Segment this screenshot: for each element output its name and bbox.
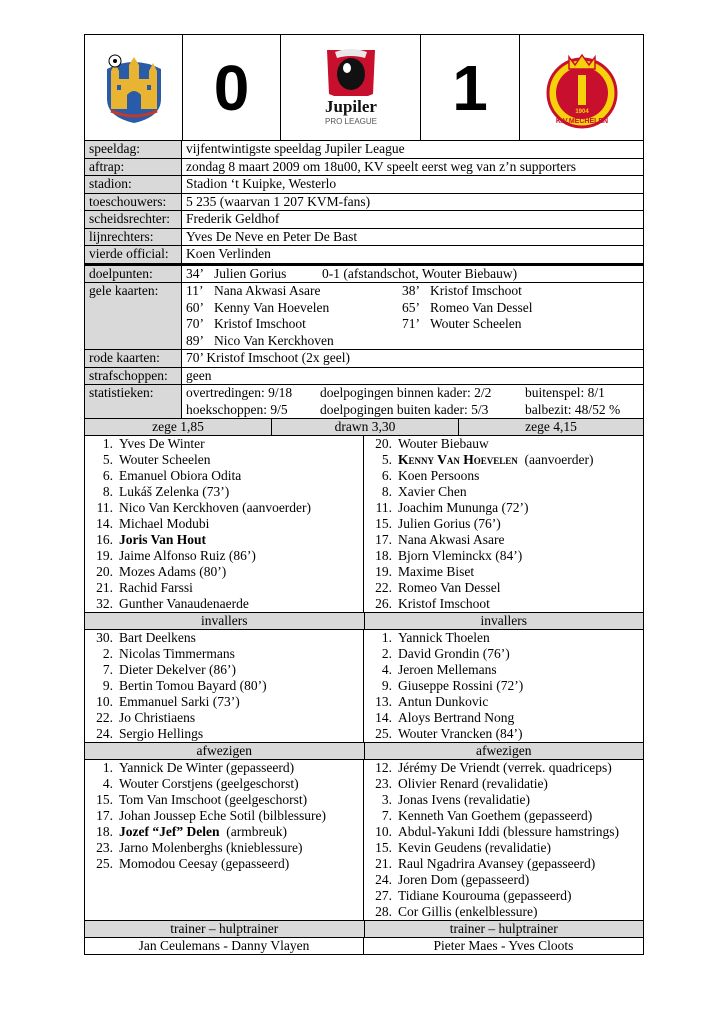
player-row [364, 678, 643, 694]
player-row [85, 646, 363, 662]
yellow-card-entry [402, 300, 643, 317]
yellow-card-player: Kristof Imschoot [430, 283, 522, 298]
player-row [85, 840, 363, 856]
player-name: Rachid Farssi [119, 580, 193, 595]
info-row [84, 176, 644, 194]
yellow-card-minute: 71’ [402, 316, 420, 331]
player-name: Maxime Biset [398, 564, 475, 579]
info-row [84, 246, 644, 264]
shirt-number: 4. [102, 776, 113, 791]
player-name: Sergio Hellings [119, 726, 204, 741]
shirt-number: 1. [102, 436, 113, 451]
info-value: vijfentwintigste speeldag Jupiler League [186, 141, 405, 156]
player-name: Koen Persoons [398, 468, 480, 483]
shirt-number: 12. [375, 760, 392, 775]
player-name: Dieter Dekelver (86’) [119, 662, 236, 677]
info-label: vierde official: [85, 246, 182, 263]
penalties-row [84, 368, 644, 386]
home-substitutes [85, 630, 364, 742]
shirt-number: 30. [96, 630, 113, 645]
yellow-card-minute: 65’ [402, 299, 420, 315]
player-row [85, 516, 363, 532]
westerlo-crest-icon [103, 51, 165, 125]
home-trainer-title: trainer – hulptrainer [85, 921, 365, 937]
shirt-number: 21. [96, 580, 113, 595]
info-label: stadion: [85, 176, 182, 193]
info-row [84, 141, 644, 159]
shirt-number: 9. [381, 678, 392, 693]
player-name: Giuseppe Rossini (72’) [398, 678, 524, 693]
yellow-card-player: Kenny Van Hoevelen [214, 299, 330, 315]
info-value: Koen Verlinden [186, 246, 271, 261]
player-row [85, 452, 363, 468]
player-name: Joris Van Hout [119, 532, 207, 547]
player-name: Emmanuel Sarki (73’) [119, 694, 240, 709]
info-value: zondag 8 maart 2009 om 18u00, KV speelt eerst weg van z’n supporters [186, 158, 577, 174]
shirt-number: 15. [375, 840, 392, 855]
shirt-number: 20. [96, 564, 113, 579]
shirt-number: 16. [96, 532, 113, 547]
shirt-number: 7. [381, 808, 392, 823]
red-cards-value: 70’ Kristof Imschoot (2x geel) [186, 350, 350, 365]
player-name: Mozes Adams (80’) [119, 564, 227, 579]
player-row [85, 436, 363, 452]
yellow-cards-row [84, 283, 644, 350]
away-score: 1 [452, 51, 488, 124]
info-label: lijnrechters: [85, 229, 182, 246]
player-name: Gunther Vanaudenaerde [119, 596, 249, 611]
player-row [85, 596, 363, 612]
stat-shots-off: doelpogingen buiten kader: 5/3 [320, 401, 489, 417]
yellow-card-entry [186, 300, 402, 317]
player-name: Bjorn Vleminckx (84’) [398, 548, 523, 563]
player-name: Joren Dom (gepasseerd) [398, 872, 530, 887]
svg-text:Jupiler: Jupiler [324, 96, 377, 116]
shirt-number: 32. [96, 596, 113, 611]
player-name: Kevin Geudens (revalidatie) [398, 840, 551, 855]
player-row [364, 808, 643, 824]
penalties-label: strafschoppen: [85, 368, 182, 385]
player-row [364, 710, 643, 726]
yellow-cards-list [182, 283, 643, 349]
home-subs-title: invallers [85, 613, 365, 629]
yellow-card-minute: 38’ [402, 283, 420, 298]
yellow-card-player: Kristof Imschoot [214, 316, 306, 331]
absent-header [84, 743, 644, 760]
goals-label: doelpunten: [85, 266, 182, 283]
player-name: Abdul-Yakuni Iddi (blessure hamstrings) [398, 824, 619, 839]
player-row [85, 726, 363, 742]
player-row [364, 760, 643, 776]
player-name: Xavier Chen [398, 484, 467, 499]
shirt-number: 23. [375, 776, 392, 791]
yellow-card-entry [402, 316, 643, 333]
home-score-cell [183, 35, 281, 140]
shirt-number: 18. [375, 548, 392, 563]
shirt-number: 21. [375, 856, 392, 871]
player-row [85, 564, 363, 580]
shirt-number: 22. [375, 580, 392, 595]
away-subs-title: invallers [480, 613, 527, 628]
starting-lineups [84, 436, 644, 613]
player-name: Jonas Ivens (revalidatie) [398, 792, 530, 807]
player-row [364, 516, 643, 532]
shirt-number: 2. [102, 646, 113, 661]
away-lineup [364, 436, 643, 612]
player-row [85, 468, 363, 484]
player-row [85, 580, 363, 596]
player-name: Lukáš Zelenka (73’) [119, 484, 230, 499]
player-note: (armbreuk) [219, 824, 287, 839]
player-row [85, 662, 363, 678]
player-name: Jarno Molenberghs (knieblessure) [119, 840, 303, 855]
shirt-number: 6. [381, 468, 392, 483]
player-note: (aanvoerder) [517, 452, 594, 467]
yellow-card-entry [186, 316, 402, 333]
shirt-number: 8. [381, 484, 392, 499]
shirt-number: 24. [375, 872, 392, 887]
goals-row [84, 264, 644, 284]
player-row [364, 904, 643, 920]
player-row [364, 792, 643, 808]
player-name: Olivier Renard (revalidatie) [398, 776, 548, 791]
away-trainer-title: trainer – hulptrainer [449, 921, 558, 936]
shirt-number: 19. [375, 564, 392, 579]
player-name: Tom Van Imschoot (geelgeschorst) [119, 792, 308, 807]
player-name: Bertin Tomou Bayard (80’) [119, 678, 267, 693]
player-row [85, 548, 363, 564]
player-name: Joachim Mununga (72’) [398, 500, 529, 515]
shirt-number: 5. [102, 452, 113, 467]
svg-text:1904: 1904 [574, 108, 589, 115]
stats-values [182, 385, 643, 418]
home-absentees [85, 760, 364, 920]
player-name: Kristof Imschoot [398, 596, 490, 611]
yellow-card-minute: 70’ [186, 316, 204, 331]
player-row [364, 662, 643, 678]
absentees [84, 760, 644, 921]
player-name: Yannick Thoelen [398, 630, 490, 645]
player-row [364, 596, 643, 612]
yellow-card-entry [186, 283, 402, 300]
player-name: Johan Joussep Eche Sotil (bilblessure) [119, 808, 326, 823]
stat-offside: buitenspel: 8/1 [525, 385, 605, 400]
player-name: Tidiane Kourouma (gepasseerd) [398, 888, 572, 903]
player-row [364, 726, 643, 742]
player-name: Wouter Corstjens (geelgeschorst) [119, 776, 299, 791]
info-value: Frederik Geldhof [186, 211, 280, 226]
yellow-card-player: Nico Van Kerckhoven [214, 332, 334, 348]
home-absent-title: afwezigen [85, 743, 365, 759]
player-name: Yves De Winter [119, 436, 205, 451]
player-row [364, 468, 643, 484]
yellow-card-entry [402, 333, 643, 350]
odds-row [84, 419, 644, 436]
yellow-card-player: Romeo Van Dessel [430, 299, 533, 315]
shirt-number: 24. [96, 726, 113, 741]
player-row [364, 548, 643, 564]
player-name: Raul Ngadrira Avansey (gepasseerd) [398, 856, 596, 871]
player-name: Cor Gillis (enkelblessure) [398, 904, 538, 919]
player-row [85, 710, 363, 726]
info-value: Yves De Neve en Peter De Bast [186, 228, 358, 244]
player-name: Jaime Alfonso Ruiz (86’) [119, 548, 256, 563]
info-value: 5 235 (waarvan 1 207 KVM-fans) [186, 193, 371, 209]
player-name: Antun Dunkovic [398, 694, 489, 709]
shirt-number: 15. [96, 792, 113, 807]
shirt-number: 25. [96, 856, 113, 871]
shirt-number: 9. [102, 678, 113, 693]
player-name: Michael Modubi [119, 516, 210, 531]
player-row [364, 532, 643, 548]
player-row [364, 856, 643, 872]
home-lineup [85, 436, 364, 612]
jupiler-pro-league-logo-icon [305, 44, 397, 132]
yellow-card-minute: 89’ [186, 332, 204, 348]
player-name: Wouter Biebauw [398, 436, 489, 451]
shirt-number: 10. [96, 694, 113, 709]
player-row [85, 792, 363, 808]
yellow-card-entry [402, 283, 643, 300]
player-row [364, 564, 643, 580]
player-row [364, 500, 643, 516]
trainers [84, 938, 644, 955]
home-trainer: Jan Ceulemans - Danny Vlayen [85, 938, 364, 954]
stat-fouls: overtredingen: 9/18 [186, 385, 293, 400]
goals-value: 34’ Julien Gorius 0-1 (afstandschot, Wouter Biebauw) [186, 265, 518, 281]
shirt-number: 27. [375, 888, 392, 903]
shirt-number: 11. [375, 500, 392, 515]
player-row [364, 694, 643, 710]
player-name: Bart Deelkens [119, 630, 196, 645]
goal-detail: 0-1 (afstandschot, Wouter Biebauw) [322, 265, 518, 281]
info-label: aftrap: [85, 159, 182, 176]
player-row [364, 580, 643, 596]
yellow-card-player: Nana Akwasi Asare [214, 283, 321, 298]
player-row [85, 856, 363, 872]
player-row [85, 760, 363, 776]
player-name: Momodou Ceesay (gepasseerd) [119, 856, 290, 871]
red-cards-row [84, 350, 644, 368]
away-substitutes [364, 630, 643, 742]
stats-label: statistieken: [85, 385, 182, 418]
player-name: Wouter Vrancken (84’) [398, 726, 523, 741]
shirt-number: 28. [375, 904, 392, 919]
stat-corners: hoekschoppen: 9/5 [186, 401, 288, 417]
shirt-number: 1. [102, 760, 113, 775]
shirt-number: 4. [381, 662, 392, 677]
red-cards-label: rode kaarten: [85, 350, 182, 367]
player-row [364, 888, 643, 904]
svg-text:K.V.MECHELEN: K.V.MECHELEN [555, 117, 608, 125]
player-row [364, 452, 643, 468]
info-row [84, 211, 644, 229]
yellow-card-minute: 60’ [186, 299, 204, 315]
player-row [364, 630, 643, 646]
shirt-number: 17. [375, 532, 392, 547]
shirt-number: 13. [375, 694, 392, 709]
shirt-number: 10. [375, 824, 392, 839]
league-logo-cell [281, 35, 421, 140]
odds-home: zege 1,85 [85, 419, 272, 435]
player-row [85, 630, 363, 646]
yellow-cards-label: gele kaarten: [85, 283, 182, 349]
substitutes [84, 630, 644, 743]
info-label: speeldag: [85, 141, 182, 158]
info-value: Stadion ‘t Kuipke, Westerlo [186, 176, 337, 191]
shirt-number: 19. [96, 548, 113, 563]
player-row [85, 500, 363, 516]
player-name: Nico Van Kerckhoven (aanvoerder) [119, 500, 312, 515]
away-absentees [364, 760, 643, 920]
svg-text:PRO LEAGUE: PRO LEAGUE [324, 116, 377, 126]
player-row [85, 694, 363, 710]
shirt-number: 25. [375, 726, 392, 741]
player-name: Emanuel Obiora Odita [119, 468, 242, 483]
shirt-number: 1. [381, 630, 392, 645]
shirt-number: 11. [96, 500, 113, 515]
stats-row [84, 385, 644, 419]
shirt-number: 14. [375, 710, 392, 725]
info-label: scheidsrechter: [85, 211, 182, 228]
player-name: Kenny Van Hoevelen [398, 452, 518, 467]
player-row [85, 776, 363, 792]
player-row [85, 678, 363, 694]
player-row [85, 808, 363, 824]
player-row [364, 840, 643, 856]
away-trainer: Pieter Maes - Yves Cloots [433, 938, 574, 953]
player-name: Jo Christiaens [119, 710, 196, 725]
player-name: Romeo Van Dessel [398, 580, 501, 595]
player-name: Kenneth Van Goethem (gepasseerd) [398, 808, 593, 823]
subs-header [84, 613, 644, 630]
player-name: Yannick De Winter (gepasseerd) [119, 760, 295, 775]
player-row [85, 484, 363, 500]
player-name: Wouter Scheelen [119, 452, 211, 467]
player-row [364, 824, 643, 840]
match-report [84, 34, 644, 955]
shirt-number: 8. [102, 484, 113, 499]
shirt-number: 23. [96, 840, 113, 855]
player-row [364, 872, 643, 888]
goal-scorer: Julien Gorius [214, 265, 287, 281]
odds-away: zege 4,15 [525, 419, 577, 434]
stat-shots-on: doelpogingen binnen kader: 2/2 [320, 385, 492, 400]
info-row [84, 194, 644, 212]
odds-draw: drawn 3,30 [272, 419, 459, 435]
info-row [84, 229, 644, 247]
away-score-cell [421, 35, 520, 140]
player-row [364, 484, 643, 500]
player-row [85, 532, 363, 548]
shirt-number: 3. [381, 792, 392, 807]
away-absent-title: afwezigen [476, 743, 532, 758]
svg-text:K V M: K V M [573, 68, 590, 75]
penalties-value: geen [186, 367, 212, 383]
shirt-number: 20. [375, 436, 392, 451]
player-row [85, 824, 363, 840]
info-label: toeschouwers: [85, 194, 182, 211]
player-name: Aloys Bertrand Nong [398, 710, 515, 725]
match-info [84, 141, 644, 264]
shirt-number: 5. [381, 452, 392, 467]
player-name: Julien Gorius (76’) [398, 516, 501, 531]
shirt-number: 18. [96, 824, 113, 839]
shirt-number: 6. [102, 468, 113, 483]
kv-mechelen-crest-icon [543, 45, 621, 131]
away-crest-cell [520, 35, 643, 140]
player-name: Nana Akwasi Asare [398, 532, 505, 547]
info-row [84, 159, 644, 177]
shirt-number: 14. [96, 516, 113, 531]
player-row [364, 436, 643, 452]
yellow-card-entry [186, 333, 402, 350]
trainer-header [84, 921, 644, 938]
player-name: David Grondin (76’) [398, 646, 510, 661]
home-crest-cell [85, 35, 183, 140]
player-row [364, 776, 643, 792]
shirt-number: 26. [375, 596, 392, 611]
player-name: Jeroen Mellemans [398, 662, 497, 677]
shirt-number: 17. [96, 808, 113, 823]
score-header [84, 34, 644, 141]
shirt-number: 15. [375, 516, 392, 531]
player-row [364, 646, 643, 662]
player-name: Jérémy De Vriendt (verrek. quadriceps) [398, 760, 612, 775]
player-name: Nicolas Timmermans [119, 646, 235, 661]
player-name: Jozef “Jef” Delen [119, 824, 220, 839]
home-score: 0 [213, 51, 250, 124]
shirt-number: 2. [381, 646, 392, 661]
shirt-number: 22. [96, 710, 113, 725]
stat-possession: balbezit: 48/52 % [525, 401, 621, 417]
yellow-card-minute: 11’ [186, 283, 204, 298]
yellow-card-player: Wouter Scheelen [430, 316, 522, 331]
shirt-number: 7. [102, 662, 113, 677]
